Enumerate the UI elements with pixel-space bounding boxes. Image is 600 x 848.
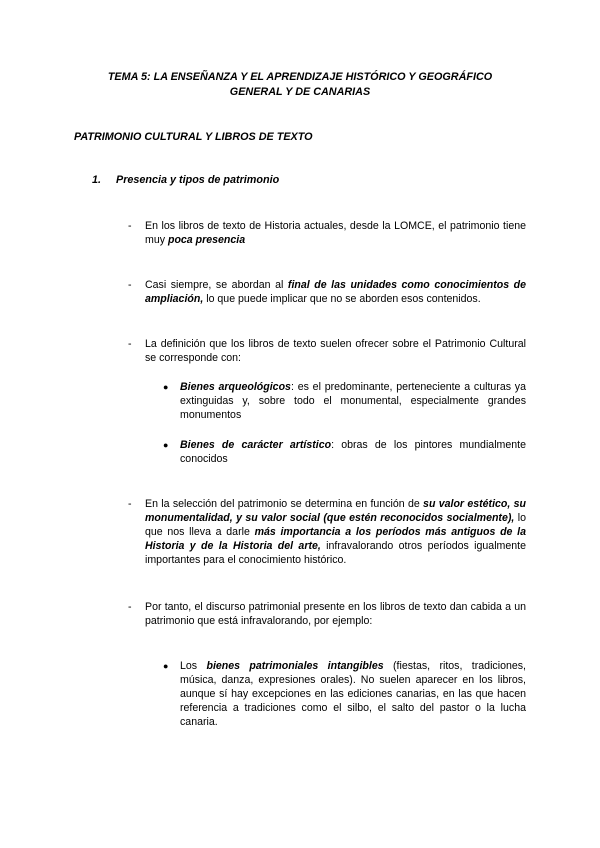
item-text — [145, 497, 526, 567]
emphasis-run: final de las unidades como conocimientos de ampliación, — [145, 279, 527, 305]
list-item-discurso — [128, 600, 526, 628]
heading-label: Presencia y tipos de patrimonio — [116, 174, 280, 186]
item-text — [145, 278, 526, 306]
dash-marker: - — [128, 220, 132, 232]
document-title — [80, 70, 520, 100]
text-run: En la selección del patrimonio se determina en función de — [145, 498, 424, 510]
list-item-final-unidades — [128, 278, 526, 306]
bullet-marker: ● — [163, 440, 169, 450]
item-text — [145, 600, 526, 628]
title-line-1: TEMA 5: LA ENSEÑANZA Y EL APRENDIZAJE HISTÓRICO Y GEOGRÁFICO — [107, 71, 493, 83]
item-text — [145, 337, 526, 365]
text-run: Casi siempre, se abordan al — [145, 279, 288, 291]
text-run: La definición que los libros de texto suelen ofrecer sobre el Patrimonio Cultural se corresponde con: — [145, 338, 526, 364]
emphasis-run: poca presencia — [167, 234, 246, 246]
bullet-text — [180, 438, 526, 466]
heading-1 — [92, 174, 279, 186]
list-item-seleccion — [128, 497, 526, 567]
bullet-marker: ● — [163, 661, 169, 671]
list-item-definicion — [128, 337, 526, 365]
emphasis-run: su valor estético, su monumentalidad, y su valor social (que estén reconocidos socialmente), — [145, 498, 526, 524]
text-run: infravalorando otros períodos igualmente importantes para el conocimiento histórico. — [145, 540, 526, 566]
bullet-marker: ● — [163, 382, 169, 392]
heading-number: 1. — [92, 174, 102, 186]
text-run: (fiestas, ritos, tradiciones, música, danza, expresiones orales). No suelen aparecer en los libros, aunque sí hay excepciones en las ediciones canarias, en las que hacen referencia a tradiciones como el silbo, el salto del pastor o la lucha canaria. — [180, 660, 526, 728]
emphasis-run: Bienes arqueológicos — [180, 381, 291, 393]
dash-marker: - — [128, 338, 132, 350]
bullet-item-arqueologicos — [163, 380, 526, 422]
text-run: lo que puede implicar que no se aborden esos contenidos. — [203, 293, 481, 305]
text-run: : es el predominante, perteneciente a culturas ya extinguidas y, sobre todo el monumental, especialmente grandes monumentos — [180, 381, 526, 421]
bullet-text — [180, 659, 526, 729]
text-run: Por tanto, el discurso patrimonial presente en los libros de texto dan cabida a un patrimonio que está infravalorando, por ejemplo: — [145, 601, 526, 627]
item-text — [145, 219, 526, 247]
text-run: Los — [180, 660, 207, 672]
emphasis-run: Bienes de carácter artístico — [180, 439, 332, 451]
emphasis-run: más importancia a los períodos más antiguos de la Historia y de la Historia del arte, — [145, 526, 526, 552]
text-run: En los libros de texto de Historia actuales, desde la LOMCE, el patrimonio tiene muy — [145, 220, 526, 246]
emphasis-run: bienes patrimoniales intangibles — [206, 660, 384, 672]
text-run: lo que nos lleva a darle — [145, 512, 526, 538]
section-title: PATRIMONIO CULTURAL Y LIBROS DE TEXTO — [74, 131, 313, 143]
bullet-item-intangibles — [163, 659, 526, 729]
dash-marker: - — [128, 498, 132, 510]
list-item-loMCE — [128, 219, 526, 247]
dash-marker: - — [128, 601, 132, 613]
bullet-text — [180, 380, 526, 422]
dash-marker: - — [128, 279, 132, 291]
bullet-item-artistico — [163, 438, 526, 466]
text-run: : obras de los pintores mundialmente conocidos — [180, 439, 526, 465]
title-line-2: GENERAL Y DE CANARIAS — [229, 86, 371, 98]
